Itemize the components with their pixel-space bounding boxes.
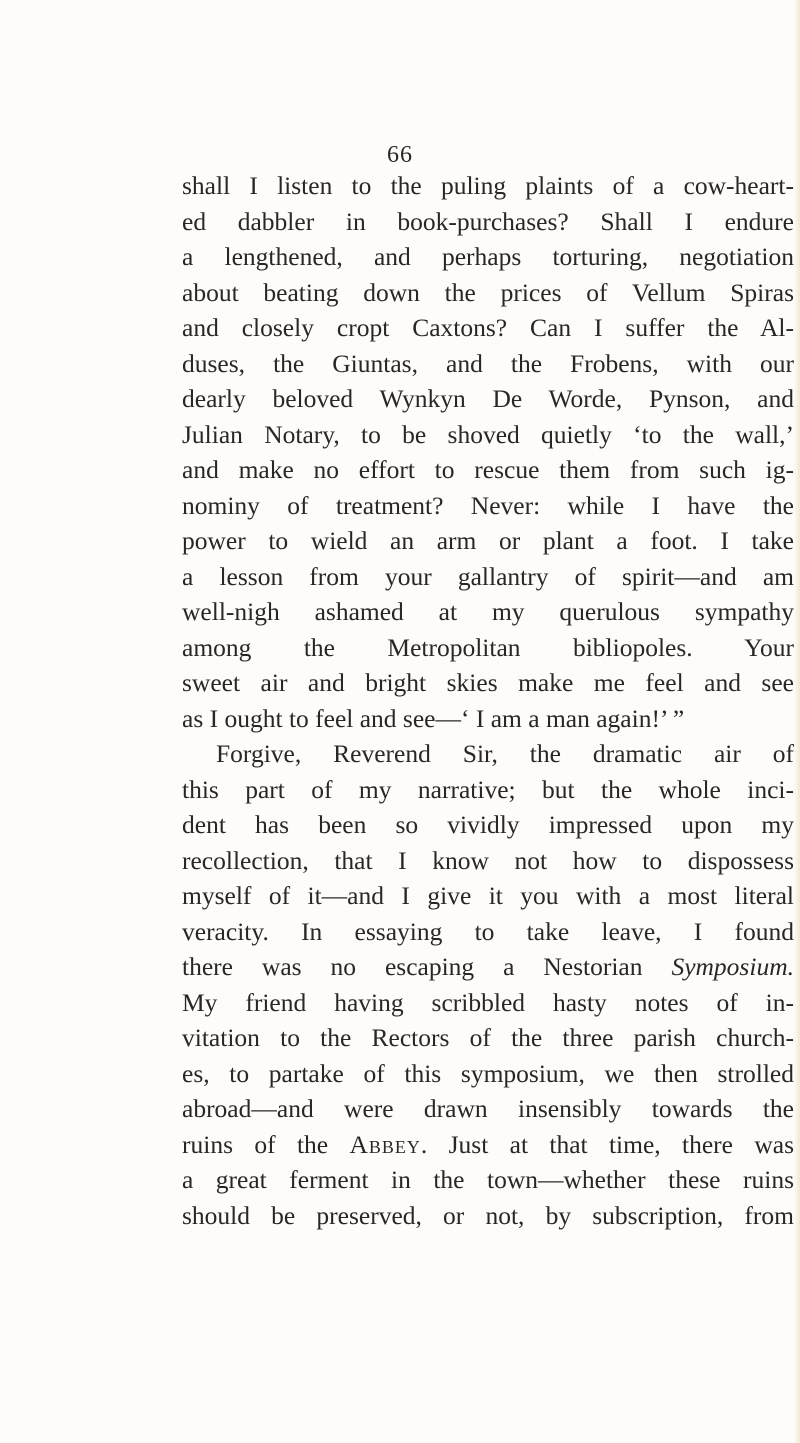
text-span: My friend having scribbled hasty notes of in-: [182, 987, 794, 1017]
text-span: dearly beloved Wynkyn De Worde, Pynson, and: [182, 384, 794, 413]
text-span: sweet air and bright skies make me feel and see: [182, 668, 794, 697]
text-line: [182, 914, 794, 950]
text-line: [182, 843, 794, 879]
text-span: about beating down the prices of Vellum Spiras: [182, 277, 794, 307]
text-line: [182, 239, 794, 275]
text-span: duses, the Giuntas, and the Frobens, with our: [182, 348, 794, 378]
text-line: [182, 275, 794, 311]
smallcaps-text: Abbey: [349, 1129, 421, 1159]
text-span: . Just at that time, there was: [420, 1129, 794, 1159]
text-line: [182, 736, 794, 772]
italic-text: Symposium.: [671, 952, 794, 981]
text-line: [182, 559, 794, 595]
text-line: [182, 204, 794, 240]
text-span: power to wield an arm or plant a foot. I take: [182, 526, 794, 555]
text-line: [182, 417, 794, 453]
text-span: and make no effort to rescue them from such ig-: [182, 455, 794, 484]
text-span: should be preserved, or not, by subscription, from: [182, 1200, 794, 1230]
text-line: [182, 381, 794, 417]
text-line: [182, 985, 794, 1021]
text-line: [182, 488, 794, 524]
body-text: [182, 168, 794, 1233]
text-span: among the Metropolitan bibliopoles. Your: [182, 632, 794, 662]
text-span: recollection, that I know not how to dispossess: [182, 845, 794, 875]
text-span: Julian Notary, to be shoved quietly ‘to the wall,’: [182, 419, 794, 449]
text-span: myself of it—and I give it you with a most literal: [182, 881, 794, 910]
text-line: [182, 1127, 794, 1163]
text-line: [182, 878, 794, 914]
text-line: [182, 346, 794, 382]
page-number: 66: [387, 142, 413, 168]
text-line: [182, 665, 794, 701]
text-line: [182, 594, 794, 630]
text-span: a great ferment in the town—whether these ruins: [182, 1165, 794, 1194]
text-span: dent has been so vividly impressed upon my: [182, 810, 794, 839]
text-span: as I ought to feel and see—‘ I am a man again!’ ”: [182, 703, 685, 733]
text-span: and closely cropt Caxtons? Can I suffer the Al-: [182, 313, 794, 342]
text-line: [182, 807, 794, 843]
text-line: [182, 1056, 794, 1092]
text-line: [182, 1020, 794, 1056]
text-line: [182, 772, 794, 808]
text-line: [182, 1091, 794, 1127]
text-span: veracity. In essaying to take leave, I found: [182, 916, 794, 946]
text-span: nominy of treatment? Never: while I have the: [182, 490, 794, 520]
page-edge-shadow: [794, 0, 800, 1443]
text-line: [182, 168, 794, 204]
text-span: ed dabbler in book-purchases? Shall I endure: [182, 206, 794, 236]
text-span: a lesson from your gallantry of spirit—and am: [182, 561, 794, 591]
text-line: [182, 523, 794, 559]
text-span: Forgive, Reverend Sir, the dramatic air of: [216, 739, 794, 768]
text-line: [182, 1198, 794, 1234]
text-span: abroad—and were drawn insensibly towards the: [182, 1094, 794, 1123]
text-span: there was no escaping a Nestorian: [182, 952, 672, 981]
text-span: shall I listen to the puling plaints of a cow-heart-: [182, 171, 794, 200]
text-span: ruins of the: [182, 1129, 350, 1159]
text-line: [182, 630, 794, 666]
text-line: [182, 310, 794, 346]
text-line: [182, 1162, 794, 1198]
text-span: this part of my narrative; but the whole inci-: [182, 774, 794, 804]
text-line: [182, 452, 794, 488]
text-line: [182, 701, 794, 737]
text-span: es, to partake of this symposium, we then strolled: [182, 1058, 794, 1088]
text-span: vitation to the Rectors of the three parish church-: [182, 1023, 794, 1052]
text-span: a lengthened, and perhaps torturing, negotiation: [182, 242, 794, 271]
text-span: well-nigh ashamed at my querulous sympathy: [182, 597, 794, 626]
text-line: [182, 949, 794, 985]
